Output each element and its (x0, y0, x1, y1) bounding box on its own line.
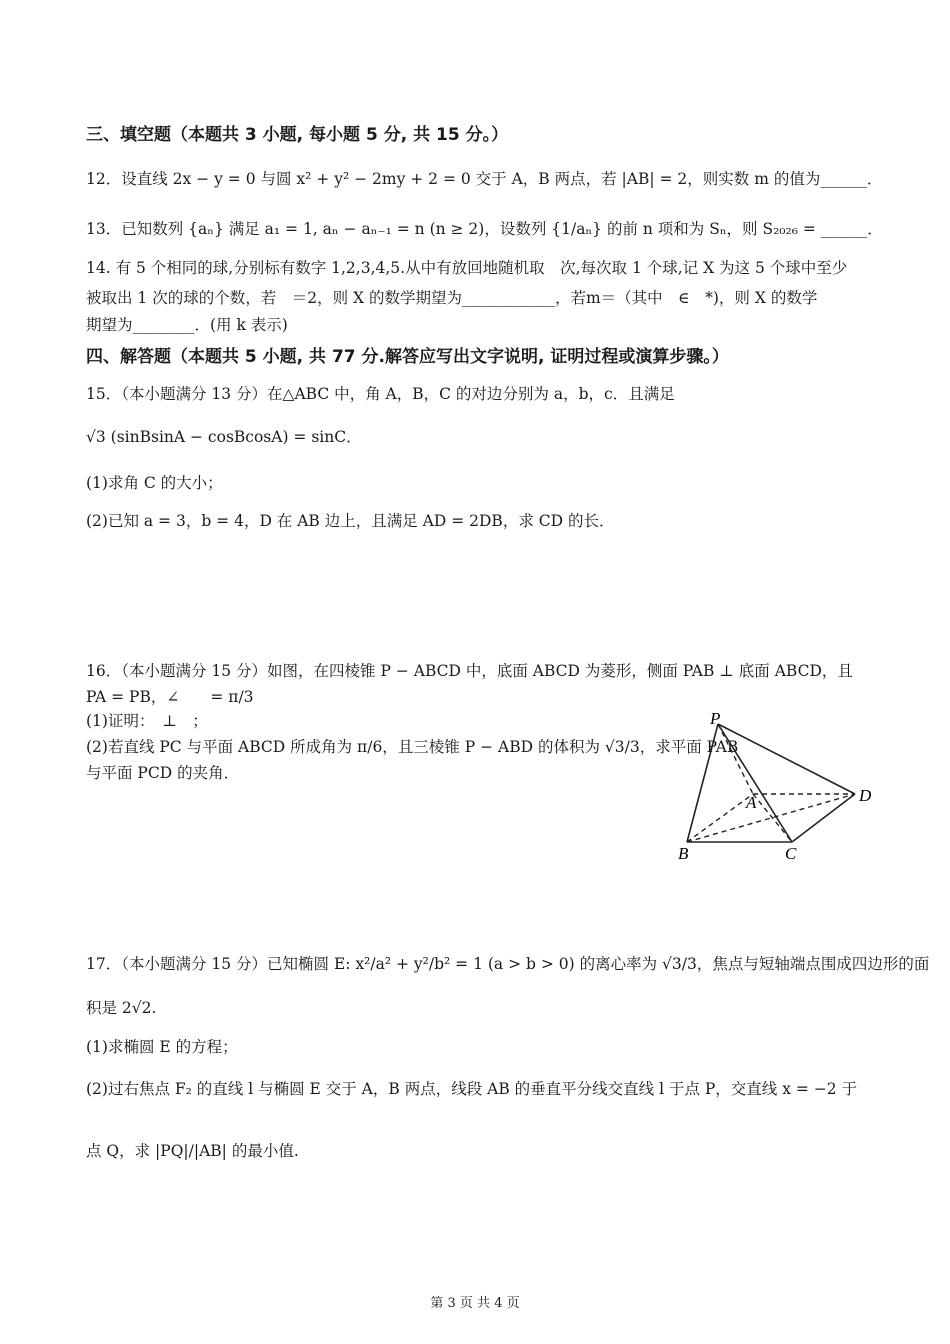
question-17-part-1: (1)求椭圆 E 的方程； (86, 1038, 238, 1056)
edge-PB (687, 724, 718, 842)
question-15-part-1: (1)求角 C 的大小； (86, 474, 223, 492)
question-17-part-3: 点 Q，求 |PQ|/|AB| 的最小值. (86, 1142, 299, 1160)
label-A: A (746, 793, 757, 812)
edge-PD (718, 724, 855, 794)
question-17-part-2: (2)过右焦点 F₂ 的直线 l 与椭圆 E 交于 A，B 两点，线段 AB 的垂直平分线交直线 l 于点 P，交直线 x = −2 于 (86, 1080, 858, 1098)
question-15-part-2: (2)已知 a = 3，b = 4，D 在 AB 边上，且满足 AD = 2DB，求 CD 的长． (86, 512, 615, 530)
question-15-line-1: 15．（本小题满分 13 分）在△ABC 中，角 A，B，C 的对边分别为 a，b，c．且满足 (86, 385, 675, 403)
section-3-header: 三、填空题（本题共 3 小题, 每小题 5 分, 共 15 分。） (86, 125, 509, 145)
question-12: 12．设直线 2x − y = 0 与圆 x² + y² − 2my + 2 = 0 交于 A，B 两点，若 |AB| = 2，则实数 m 的值为______． (86, 170, 883, 188)
edge-CD (792, 794, 855, 842)
page-footer: 第 3 页 共 4 页 (430, 1296, 520, 1311)
diagonal-BD (687, 794, 855, 842)
question-13: 13．已知数列 {aₙ} 满足 a₁ = 1, aₙ − aₙ₋₁ = n (n ≥ 2)，设数列 {1/aₙ} 的前 n 项和为 Sₙ，则 S₂₀₂₆ = ______． (86, 220, 883, 238)
question-15-line-2: √3 (sinBsinA − cosBcosA) = sinC． (86, 428, 362, 446)
label-D: D (859, 786, 872, 805)
label-P: P (710, 709, 721, 728)
label-B: B (678, 844, 689, 863)
question-14-line-3: 期望为________．(用 k 表示) (86, 316, 288, 334)
edge-PC (718, 724, 792, 842)
question-17-line-1: 17．（本小题满分 15 分）已知椭圆 E: x²/a² + y²/b² = 1 (a > b > 0) 的离心率为 √3/3，焦点与短轴端点围成四边形的面 (86, 955, 930, 973)
label-C: C (785, 844, 797, 863)
question-16-part-2-line-2: 与平面 PCD 的夹角． (86, 764, 240, 782)
edge-PA (718, 724, 753, 794)
question-16-part-1: (1)证明： ⊥ ； (86, 712, 208, 730)
question-16-line-1: 16．（本小题满分 15 分）如图，在四棱锥 P − ABCD 中，底面 ABCD 为菱形，侧面 PAB ⊥ 底面 ABCD，且 (86, 662, 853, 680)
question-14-line-1: 14. 有 5 个相同的球,分别标有数字 1,2,3,4,5.从中有放回地随机取 次,每次取 1 个球,记 X 为这 5 个球中至少 (86, 259, 848, 277)
question-14-line-2: 被取出 1 次的球的个数，若 ＝2，则 X 的数学期望为____________，若m＝（其中 ∈ *)，则 X 的数学 (86, 289, 818, 307)
question-17-line-2: 积是 2√2. (86, 999, 157, 1017)
pyramid-figure (660, 702, 890, 872)
diagonal-AC (753, 794, 792, 842)
question-16-part-2-line-1: (2)若直线 PC 与平面 ABCD 所成角为 π/6，且三棱锥 P − ABD 的体积为 √3/3，求平面 PAB (86, 738, 739, 756)
question-16-line-2: PA = PB，∠ = π/3 (86, 688, 254, 706)
section-4-header: 四、解答题（本题共 5 小题, 共 77 分.解答应写出文字说明, 证明过程或演算步骤。） (86, 347, 729, 367)
